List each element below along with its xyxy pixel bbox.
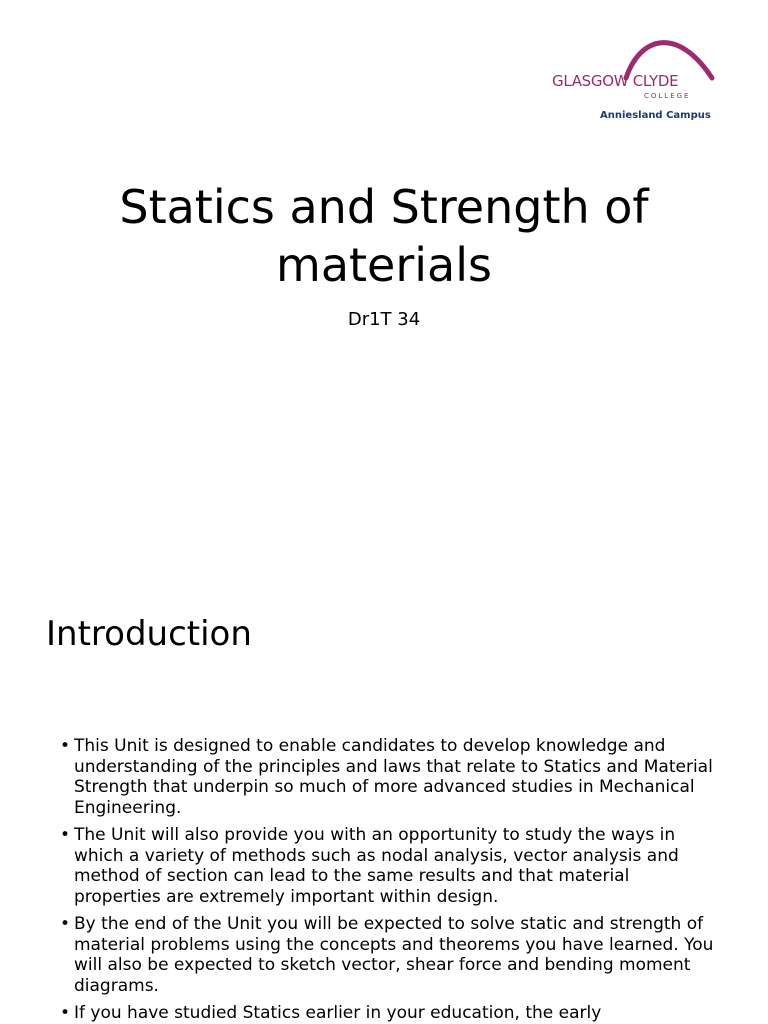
bullet-icon: • <box>60 1003 71 1023</box>
bullet-text: The Unit will also provide you with an opportunity to study the ways in which a variety of methods such as nodal analysis, vector analysis and method of section can lead to the same results and that material properties are extremely important within design. <box>74 825 679 907</box>
logo-sub: COLLEGE <box>644 92 691 100</box>
college-logo <box>548 28 718 128</box>
bullet-text: By the end of the Unit you will be expected to solve static and strength of material problems using the concepts and theorems you have learned. You will also be expected to sketch vector, shear force and bending moment diagrams. <box>74 914 714 996</box>
bullet-item <box>58 736 718 818</box>
bullet-text: If you have studied Statics earlier in your education, the early <box>74 1003 602 1023</box>
bullet-item <box>58 1003 718 1024</box>
bullet-list <box>58 736 718 1024</box>
intro-heading: Introduction <box>46 614 252 654</box>
bullet-text: This Unit is designed to enable candidates to develop knowledge and understanding of the principles and laws that relate to Statics and Material Strength that underpin so much of more advanced studies in Mechanical Engineering. <box>74 736 713 818</box>
slide-title: Statics and Strength of materials <box>119 180 649 292</box>
logo-name: GLASGOW CLYDE <box>552 72 679 90</box>
bullet-icon: • <box>60 914 71 934</box>
logo-campus: Anniesland Campus <box>600 110 711 121</box>
bullet-icon: • <box>60 736 71 756</box>
bullet-item <box>58 914 718 996</box>
bullet-item <box>58 825 718 907</box>
introduction-slide <box>0 576 768 1024</box>
bullet-icon: • <box>60 825 71 845</box>
slide-subtitle: Dr1T 34 <box>347 309 421 330</box>
